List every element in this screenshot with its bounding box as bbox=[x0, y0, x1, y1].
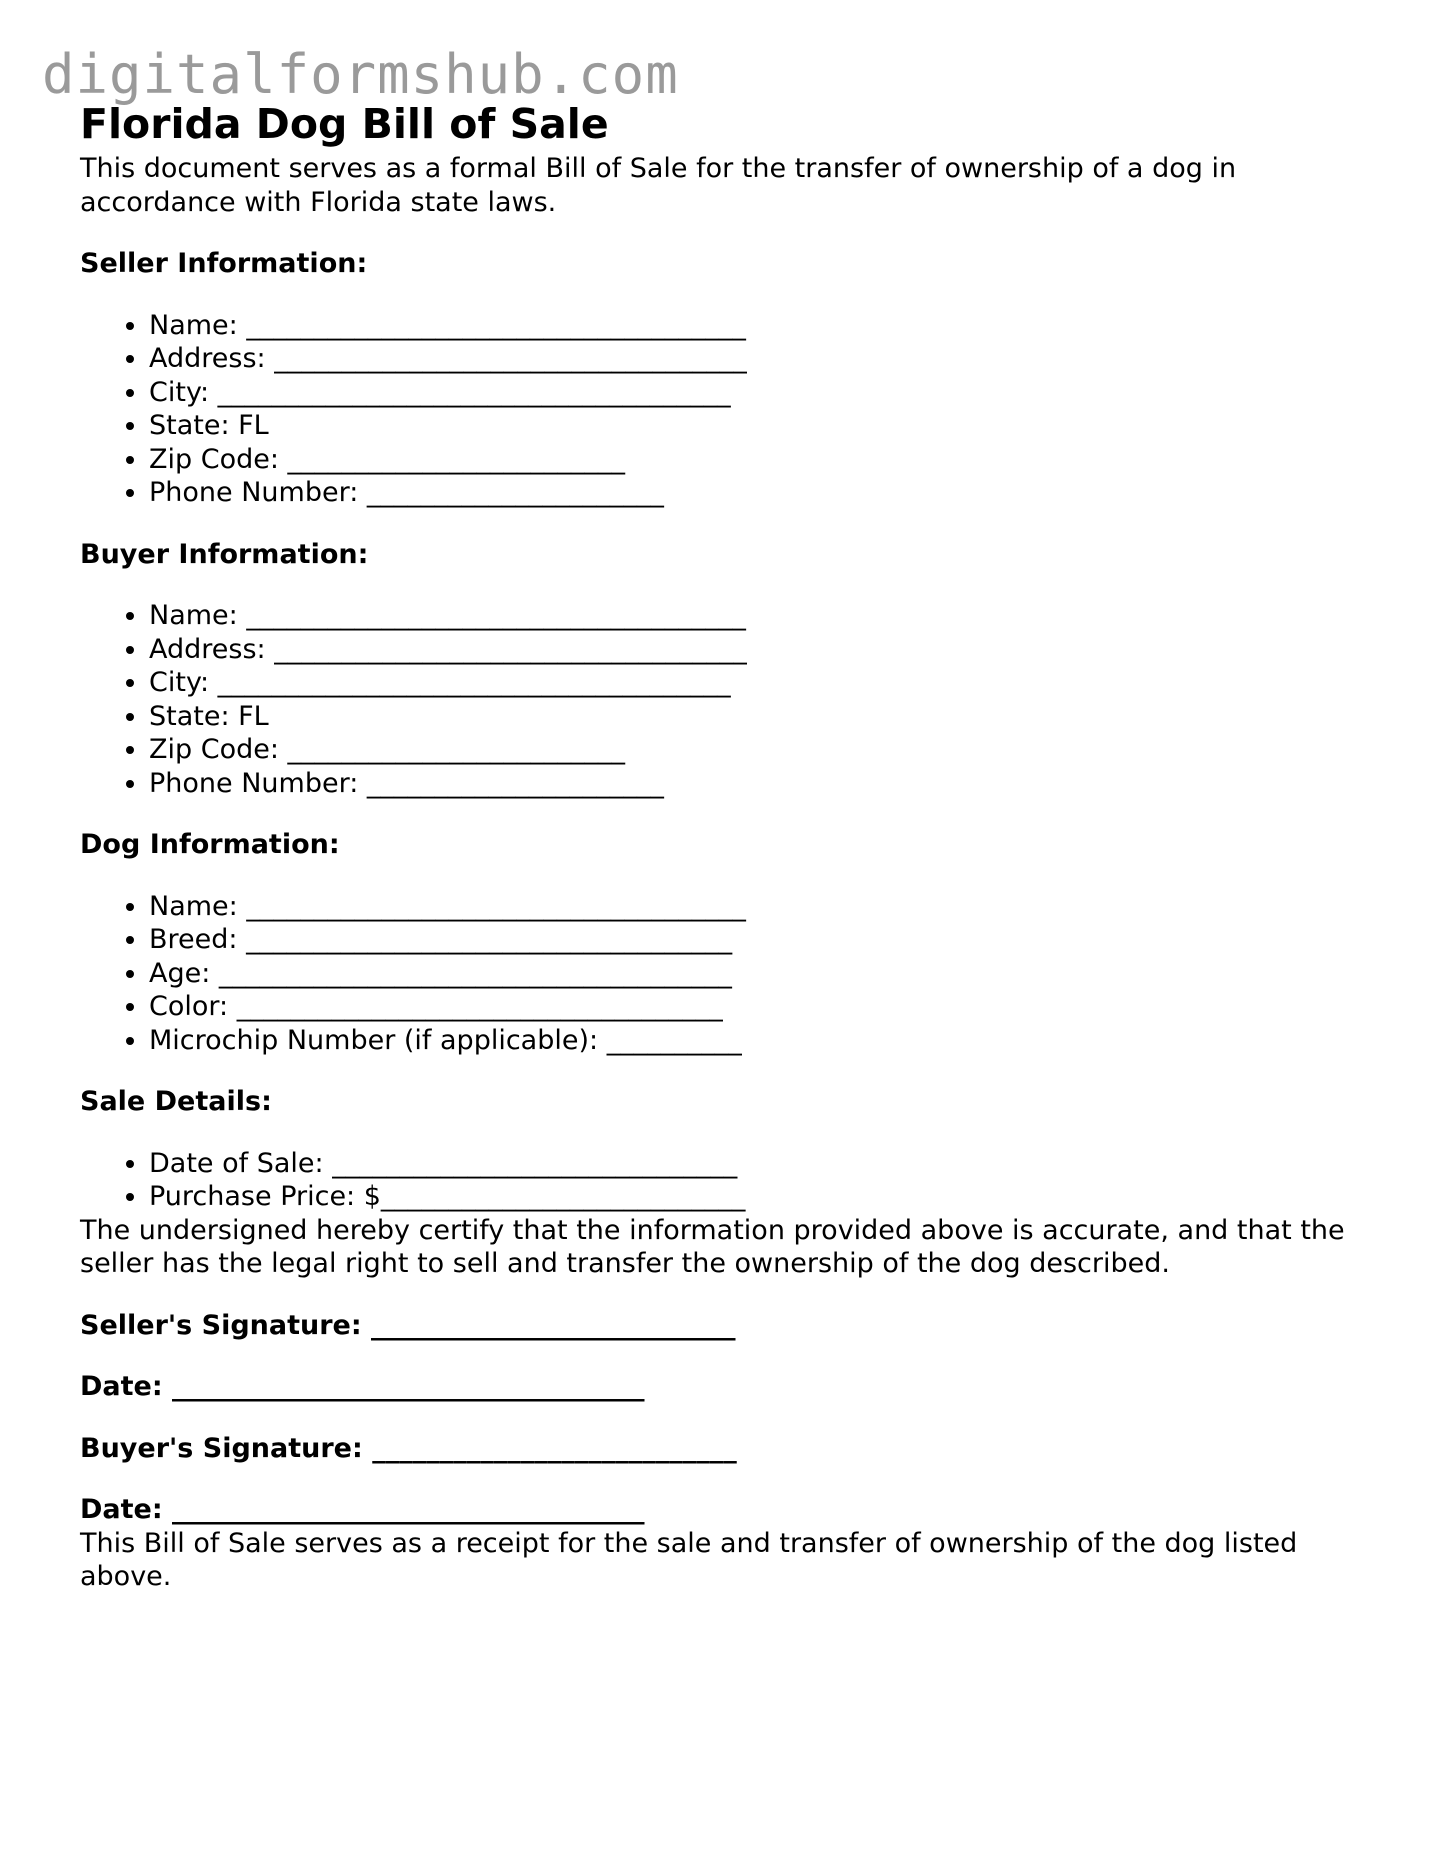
buyer-name-field: • Name: _____________________________________ bbox=[149, 599, 1370, 633]
dog-section-heading: Dog Information: bbox=[80, 829, 340, 860]
seller-state-field: • State: FL bbox=[149, 409, 1370, 443]
buyer-zip-field: • Zip Code: _________________________ bbox=[149, 733, 1370, 767]
seller-zip-field: • Zip Code: _________________________ bbox=[149, 443, 1370, 477]
seller-name-field: • Name: _____________________________________ bbox=[149, 309, 1370, 343]
closing-paragraph: This Bill of Sale serves as a receipt for the sale and transfer of ownership of the dog listed above. bbox=[80, 1527, 1298, 1592]
certification-paragraph: The undersigned hereby certify that the information provided above is accurate, and that the seller has the legal right to sell and transfer the ownership of the dog described. bbox=[80, 1214, 1345, 1279]
dog-name-field: • Name: _____________________________________ bbox=[149, 890, 1370, 924]
sale-field-list bbox=[80, 1147, 1370, 1214]
buyer-state-field: • State: FL bbox=[149, 700, 1370, 734]
dog-color-field: • Color: ____________________________________ bbox=[149, 990, 1370, 1024]
seller-city-field: • City: ______________________________________ bbox=[149, 376, 1370, 410]
buyer-phone-field: • Phone Number: ______________________ bbox=[149, 767, 1370, 801]
seller-field-list bbox=[80, 309, 1370, 510]
buyer-date-line: Date: ___________________________________ bbox=[80, 1494, 645, 1525]
seller-address-field: • Address: ___________________________________ bbox=[149, 342, 1370, 376]
buyer-city-field: • City: ______________________________________ bbox=[149, 666, 1370, 700]
buyer-section-heading: Buyer Information: bbox=[80, 538, 369, 570]
dog-age-field: • Age: ______________________________________ bbox=[149, 957, 1370, 991]
dog-breed-field: • Breed: ____________________________________ bbox=[149, 923, 1370, 957]
buyer-field-list bbox=[80, 599, 1370, 800]
seller-signature-line: Seller's Signature: ___________________________ bbox=[80, 1309, 736, 1341]
document-body bbox=[80, 96, 1370, 1594]
dog-microchip-field: • Microchip Number (if applicable): __________ bbox=[149, 1024, 1370, 1058]
intro-paragraph: This document serves as a formal Bill of Sale for the transfer of ownership of a dog in accordance with Florida state laws. bbox=[80, 153, 1237, 218]
sale-price-field: • Purchase Price: $___________________________ bbox=[149, 1180, 1370, 1214]
sale-section-heading: Sale Details: bbox=[80, 1086, 272, 1117]
document-title: Florida Dog Bill of Sale bbox=[80, 100, 609, 148]
dog-field-list bbox=[80, 890, 1370, 1058]
sale-date-field: • Date of Sale: ______________________________ bbox=[149, 1147, 1370, 1181]
seller-phone-field: • Phone Number: ______________________ bbox=[149, 476, 1370, 510]
watermark: digitalformshub.com bbox=[42, 43, 679, 106]
buyer-address-field: • Address: ___________________________________ bbox=[149, 633, 1370, 667]
seller-date-line: Date: ___________________________________ bbox=[80, 1371, 645, 1402]
seller-section-heading: Seller Information: bbox=[80, 248, 368, 279]
buyer-signature-line: Buyer's Signature: ___________________________ bbox=[80, 1432, 737, 1464]
